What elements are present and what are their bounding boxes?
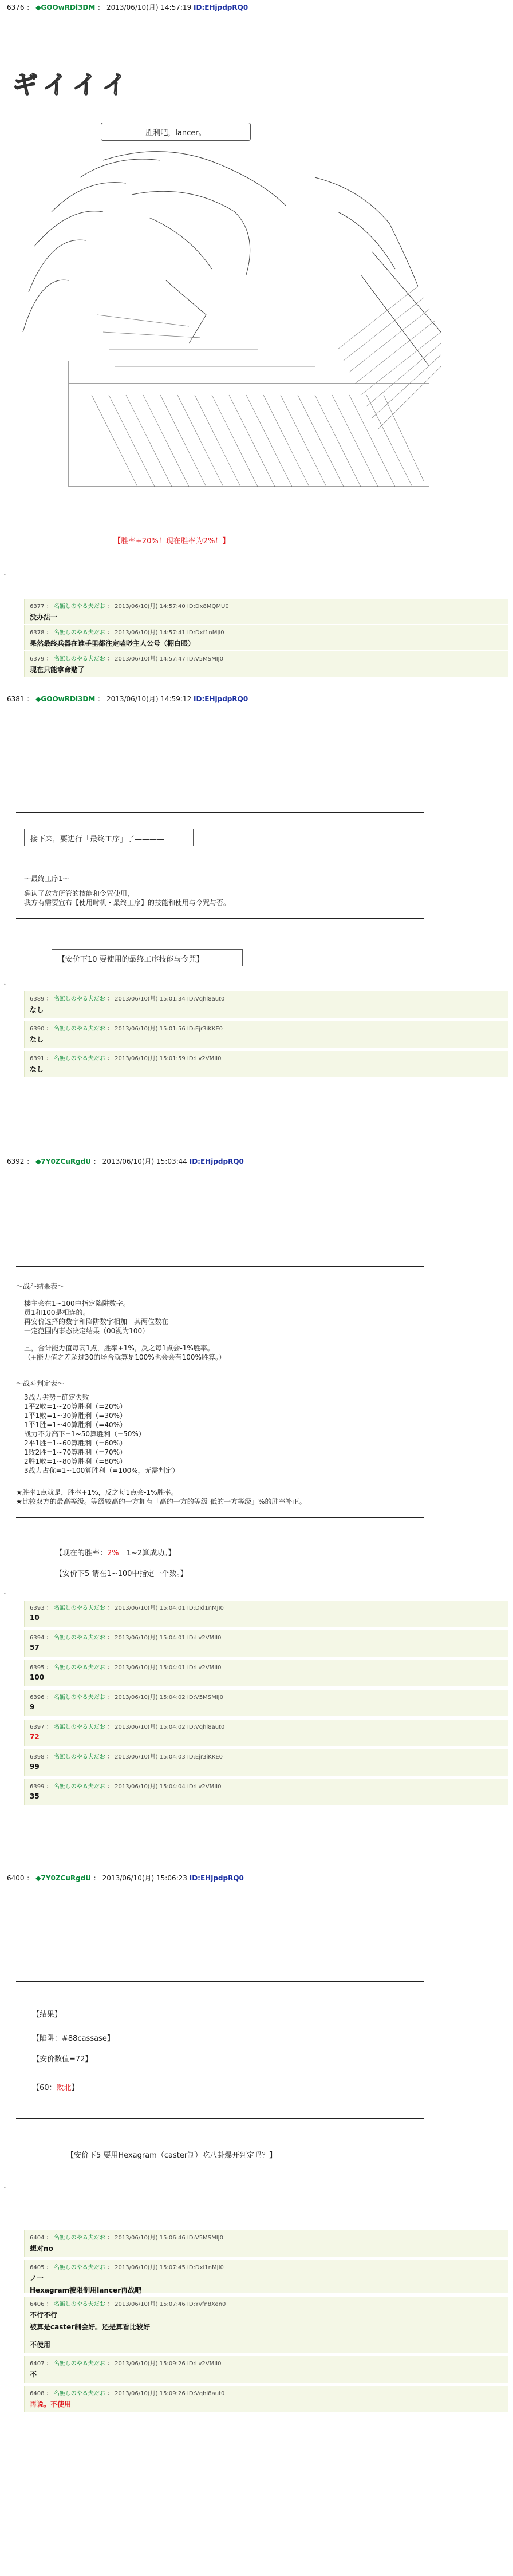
win-rate-status: 【胜率+20%！现在胜率为2%！】 [113, 537, 230, 546]
note-line: ★胜率1点就是，胜率+1%，反之每1点会-1%胜率。 [16, 1488, 178, 1496]
reply-header: 6377 ： 名無しのやる夫だお ： 2013/06/10(月) 14:57:40 ID:Dx8MQMU0 [30, 603, 229, 610]
reply-body: 现在只能拿命赌了 [30, 666, 85, 674]
reply-body: 果然最终兵器在谁手里都注定嗑唦主人公号（棚白眼） [30, 639, 195, 647]
judge-line: 1平1胜=1~40算胜利（=40%） [24, 1421, 127, 1429]
poster-id[interactable]: ID:EHjpdpRQ0 [194, 695, 248, 703]
reply-item[interactable] [24, 599, 508, 624]
judge-line: 1平1败=1~30算胜利（=30%） [24, 1412, 127, 1420]
separator-dot: • [3, 572, 6, 578]
post-header: 6392 ： ◆7Y0ZCuRgdU ： 2013/06/10(月) 15:03:44 ID:EHjpdpRQ0 [7, 1157, 244, 1165]
title-glyphs: ギイイイ [13, 70, 133, 100]
reply-item[interactable] [24, 991, 508, 1018]
reply-header: 6407 ： 名無しのやる夫だお ： 2013/06/10(月) 15:09:26 ID:Lv2VMII0 [30, 2361, 222, 2367]
divider [16, 2118, 424, 2119]
reply-body: 99 [30, 1763, 40, 1771]
reply-body: 再说。不使用 [30, 2400, 72, 2408]
process-title: ～最终工序1～ [24, 875, 70, 883]
judge-title: ～战斗判定表～ [16, 1380, 65, 1388]
reply-body: 72 [30, 1733, 40, 1741]
reply-item[interactable] [24, 1660, 508, 1686]
table-title: ～战斗结果表～ [16, 1282, 65, 1290]
reply-header: 6397 ： 名無しのやる夫だお ： 2013/06/10(月) 15:04:02 ID:Vqhl8aut0 [30, 1724, 225, 1730]
reply-header: 6391 ： 名無しのやる夫だお ： 2013/06/10(月) 15:01:59 ID:Lv2VMII0 [30, 1056, 222, 1062]
reply-body: 不 [30, 2370, 37, 2379]
rule-line: 再安价选择的数字和陷阱数字相加 其两位数在 [24, 1318, 169, 1326]
post-date: 2013/06/10(月) 15:06:23 [102, 1874, 187, 1882]
reply-item[interactable] [24, 1021, 508, 1048]
post-header: 6381 ： ◆GOOwRDl3DM ： 2013/06/10(月) 14:59:12 ID:EHjpdpRQ0 [7, 695, 248, 703]
process-line: 确认了敌方所管的技能和令咒使用， [24, 890, 135, 898]
poster-name: ◆7Y0ZCuRgdU [35, 1157, 92, 1165]
reply-body: なし [30, 1065, 44, 1073]
rule-line: （+能力值之差超过30的场合就算是100%也会会有100%胜算。） [24, 1353, 226, 1361]
poster-name: ◆7Y0ZCuRgdU [35, 1874, 92, 1882]
post-date: 2013/06/10(月) 15:03:44 [102, 1157, 187, 1165]
rule-line: 且，合计能力值每高1点，胜率+1%，反之每1点会-1%胜率。 [24, 1344, 214, 1352]
reply-body: 10 [30, 1614, 40, 1622]
speech-bubble [101, 123, 251, 141]
reply-item[interactable] [24, 1779, 508, 1805]
post-number[interactable]: 6376 [7, 3, 25, 11]
reply-item[interactable] [24, 1749, 508, 1776]
reply-header: 6399 ： 名無しのやる夫だお ： 2013/06/10(月) 15:04:04 ID:Lv2VMII0 [30, 1784, 222, 1790]
reply-body: 100 [30, 1673, 45, 1681]
reply-header: 6390 ： 名無しのやる夫だお ： 2013/06/10(月) 15:01:56 ID:Ejr3iKKE0 [30, 1026, 223, 1032]
poster-id[interactable]: ID:EHjpdpRQ0 [189, 1157, 244, 1165]
reply-item[interactable] [24, 625, 508, 650]
trap-line: 【陷阱：#88cassase】 [32, 2034, 115, 2043]
poster-name: ◆GOOwRDl3DM [35, 3, 96, 11]
call-text: 【安价下5 请在1~100中指定一个数。】 [55, 1570, 188, 1578]
outcome-line: 【60：败北】 [32, 2084, 79, 2092]
reply-item[interactable] [24, 1051, 508, 1077]
divider [16, 1517, 424, 1518]
reply-header: 6405 ： 名無しのやる夫だお ： 2013/06/10(月) 15:07:45 ID:Dxl1nMJI0 [30, 2265, 224, 2271]
reply-body: 35 [30, 1792, 40, 1800]
reply-body-extra: 被算是caster制会好。还是算看比较好 [30, 2323, 151, 2331]
reply-body: 57 [30, 1643, 40, 1652]
reply-item[interactable] [24, 2297, 508, 2353]
reply-body: なし [30, 1036, 44, 1044]
reply-body: 9 [30, 1703, 35, 1711]
reply-header: 6389 ： 名無しのやる夫だお ： 2013/06/10(月) 15:01:34 ID:Vqhl8aut0 [30, 996, 225, 1002]
poster-id[interactable]: ID:EHjpdpRQ0 [189, 1874, 244, 1882]
speech-text: 胜利吧，lancer。 [145, 129, 206, 137]
post-number[interactable]: 6381 [7, 695, 25, 703]
rule-line: 一定范围内事态决定结果（00视为100） [24, 1327, 149, 1335]
judge-line: 3战力占优=1~100算胜利（=100%，无需判定） [24, 1467, 179, 1475]
reply-item[interactable] [24, 1630, 508, 1657]
reply-header: 6396 ： 名無しのやる夫だお ： 2013/06/10(月) 15:04:02 ID:V5MSMIJ0 [30, 1694, 223, 1701]
reply-body-extra: 不使用 [30, 2341, 51, 2349]
reply-item[interactable] [24, 1720, 508, 1746]
reply-body: なし [30, 1006, 44, 1014]
rule-line: 楼主会在1~100中指定陷阱数字。 [24, 1299, 130, 1307]
note-line: ★比较双方的最高等级。等级较高的一方拥有「高的一方的等级-低的一方等级」%的胜率补正。 [16, 1498, 306, 1506]
reply-body: 没办法一 [30, 613, 58, 621]
divider [16, 1266, 424, 1267]
reply-body: 不行不行 [30, 2311, 58, 2319]
judge-line: 2平1胜=1~60算胜利（=60%） [24, 1439, 127, 1447]
reply-header: 6378 ： 名無しのやる夫だお ： 2013/06/10(月) 14:57:41 ID:Dxf1nMJI0 [30, 630, 224, 636]
reply-item[interactable] [24, 1690, 508, 1716]
judge-line: 1平2败=1~20算胜利（=20%） [24, 1402, 127, 1411]
post-number[interactable]: 6392 [7, 1157, 25, 1165]
post-header: 6400 ： ◆7Y0ZCuRgdU ： 2013/06/10(月) 15:06:23 ID:EHjpdpRQ0 [7, 1874, 244, 1882]
reply-header: 6394 ： 名無しのやる夫だお ： 2013/06/10(月) 15:04:01 ID:Lv2VMII0 [30, 1635, 222, 1641]
reply-item[interactable] [24, 2260, 508, 2293]
reply-header: 6395 ： 名無しのやる夫だお ： 2013/06/10(月) 15:04:01 ID:Lv2VMII0 [30, 1665, 222, 1671]
rate-status: 【现在的胜率：2% 1~2算成功。】 [55, 1549, 176, 1558]
result-title: 【结果】 [32, 2010, 62, 2019]
reply-header: 6393 ： 名無しのやる夫だお ： 2013/06/10(月) 15:04:01 ID:Dxl1nMJI0 [30, 1605, 224, 1611]
post-date: 2013/06/10(月) 14:57:19 [106, 3, 192, 11]
poster-id[interactable]: ID:EHjpdpRQ0 [194, 3, 248, 11]
poster-name: ◆GOOwRDl3DM [35, 695, 96, 703]
reply-header: 6398 ： 名無しのやる夫だお ： 2013/06/10(月) 15:04:03 ID:Ejr3iKKE0 [30, 1754, 223, 1760]
judge-line: 战力不分高下=1~50算胜利（=50%） [24, 1430, 145, 1438]
divider [16, 812, 424, 813]
divider [16, 918, 424, 919]
judge-line: 2胜1败=1~80算胜利（=80%） [24, 1457, 127, 1465]
call-box [52, 949, 243, 966]
post-date: 2013/06/10(月) 14:59:12 [106, 695, 192, 703]
reply-item[interactable] [24, 2356, 508, 2383]
reply-body: ノ一 [30, 2274, 44, 2282]
reply-header: 6408 ： 名無しのやる夫だお ： 2013/06/10(月) 15:09:26 ID:Vqhl8aut0 [30, 2391, 225, 2397]
judge-line: 1败2胜=1~70算胜利（=70%） [24, 1448, 127, 1456]
reply-item[interactable] [24, 1601, 508, 1627]
separator-dot: • [3, 2186, 6, 2191]
call-text: 【安价下10 要使用的最终工序技能与令咒】 [58, 955, 204, 964]
reply-item[interactable] [24, 2230, 508, 2257]
separator-dot: • [3, 982, 6, 987]
post-number[interactable]: 6400 [7, 1874, 25, 1882]
reply-item[interactable] [24, 2386, 508, 2412]
call-text: 【安价下5 要用Hexagram（caster制）吃八卦爆开判定吗？】 [66, 2151, 277, 2160]
reply-body-extra: Hexagram被限制用lancer再战吧 [30, 2286, 142, 2294]
process-line: 我方有需要宣布【使用时机・最终工序】的技能和使用与令咒与否。 [24, 899, 231, 907]
ascii-art-figure [17, 143, 452, 492]
reply-header: 6404 ： 名無しのやる夫だお ： 2013/06/10(月) 15:06:46 ID:V5MSMIJ0 [30, 2235, 223, 2241]
judge-line: 3战力劣势=确定失败 [24, 1393, 89, 1401]
divider [16, 1981, 424, 1982]
sum-line: 【安价数值=72】 [32, 2055, 93, 2064]
rule-line: 员1和100是相连的。 [24, 1309, 90, 1317]
reply-body: 想对no [30, 2245, 53, 2253]
post-header: 6376 ： ◆GOOwRDl3DM ： 2013/06/10(月) 14:57:19 ID:EHjpdpRQ0 [7, 3, 248, 11]
intro-box [24, 829, 194, 846]
intro-text: 接下来，要进行「最终工序」了———— [30, 835, 165, 844]
reply-header: 6379 ： 名無しのやる夫だお ： 2013/06/10(月) 14:57:47 ID:V5MSMIJ0 [30, 656, 223, 662]
separator-dot: • [3, 1591, 6, 1597]
reply-item[interactable] [24, 651, 508, 677]
reply-header: 6406 ： 名無しのやる夫だお ： 2013/06/10(月) 15:07:46 ID:Yvfn8Xen0 [30, 2301, 226, 2308]
